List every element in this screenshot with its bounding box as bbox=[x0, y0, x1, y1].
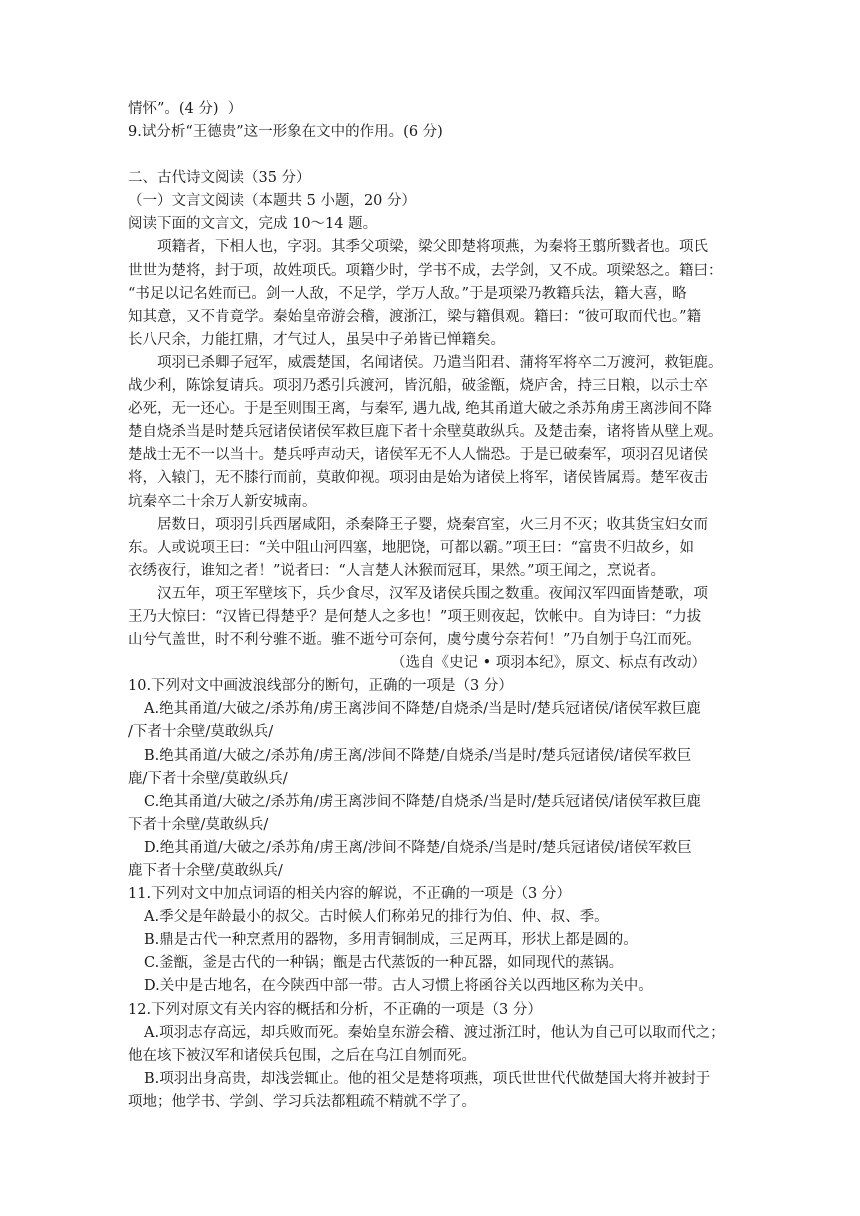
passage-line: 必死，无一还心。于是至则围王离，与秦军, 遇九战, 绝其甬道大破之杀苏角虏王离涉间不降 bbox=[128, 401, 712, 418]
question-12 bbox=[128, 999, 738, 1114]
option-a: A.项羽志存高远，却兵败而死。秦始皇东游会稽、渡过浙江时，他认为自己可以取而代之； bbox=[144, 1024, 725, 1041]
passage-paragraph-1 bbox=[128, 236, 738, 351]
passage-paragraph-3 bbox=[128, 514, 738, 583]
passage-line: 将，入辕门，无不膝行而前，莫敢仰视。项羽由是始为诸侯上将军，诸侯皆属焉。楚军夜击 bbox=[128, 470, 708, 487]
passage-line: 坑秦卒二十余万人新安城南。 bbox=[128, 493, 317, 510]
option-b-cont: 鹿/下者十余壁/莫敢纵兵/ bbox=[128, 770, 288, 787]
passage-line: 世世为楚将，封于项，故姓项氏。项籍少时，学书不成，去学剑，又不成。项梁怒之。籍曰： bbox=[128, 262, 723, 279]
passage-line: 汉五年，项王军壁垓下，兵少食尽，汉军及诸侯兵围之数重。夜闻汉军四面皆楚歌，项 bbox=[157, 585, 708, 602]
option-a: A.绝其甬道/大破之/杀苏角/虏王离涉间不降楚/自烧杀/当是时/楚兵冠诸侯/诸侯军救巨鹿 bbox=[144, 701, 701, 718]
section-subtitle: （一）文言文阅读（本题共 5 小题，20 分） bbox=[128, 193, 417, 210]
passage-line: 项籍者，下相人也，字羽。其季父项梁，梁父即楚将项燕，为秦将王翦所戮者也。项氏 bbox=[157, 239, 708, 256]
option-a-cont: /下者十余壁/莫敢纵兵/ bbox=[128, 724, 274, 741]
option-c: C.绝其甬道/大破之/杀苏角/虏王离涉间不降楚/自烧杀/当是时/楚兵冠诸侯/诸侯军救巨鹿 bbox=[144, 793, 701, 810]
question-11 bbox=[128, 883, 738, 998]
passage-line: 长八尺余，力能扛鼎，才气过人，虽吴中子弟皆已惮籍矣。 bbox=[128, 331, 505, 348]
section-title: 二、古代诗文阅读（35 分） bbox=[128, 170, 311, 187]
passage-line: 知其意，又不肯竟学。秦始皇帝游会稽，渡浙江，梁与籍俱观。籍曰：“彼可取而代也。”籍 bbox=[128, 308, 702, 325]
document-page bbox=[128, 98, 738, 1114]
option-a: A.季父是年龄最小的叔父。古时候人们称弟兄的排行为伯、仲、叔、季。 bbox=[144, 909, 609, 926]
passage-paragraph-4 bbox=[128, 583, 738, 652]
passage-line: 项羽已杀卿子冠军，威震楚国，名闻诸侯。乃遣当阳君、蒲将军将卒二万渡河，救钜鹿。 bbox=[157, 354, 723, 371]
instructions: 阅读下面的文言文，完成 10～14 题。 bbox=[128, 216, 378, 233]
option-b-cont: 项地；他学书、学剑、学习兵法都粗疏不精就不学了。 bbox=[128, 1093, 476, 1110]
passage-line: 衣绣夜行，谁知之者！”说者曰：“人言楚人沐猴而冠耳，果然。”项王闻之，烹说者。 bbox=[128, 562, 665, 579]
passage-line: 山兮气盖世，时不利兮骓不逝。骓不逝兮可奈何，虞兮虞兮奈若何！”乃自刎于乌江而死。 bbox=[128, 632, 701, 649]
question-stem: 10.下列对文中画波浪线部分的断句，正确的一项是（3 分） bbox=[128, 678, 513, 695]
passage-line: “书足以记名姓而已。剑一人敌，不足学，学万人敌。”于是项梁乃教籍兵法，籍大喜，略 bbox=[128, 285, 687, 302]
passage-line: 楚自烧杀当是时楚兵冠诸侯诸侯军救巨鹿下者十余壁莫敢纵兵。及楚击秦，诸将皆从壁上观。 bbox=[128, 424, 723, 441]
passage-line: 居数日，项羽引兵西屠咸阳，杀秦降王子婴，烧秦宫室，火三月不灭；收其货宝妇女而 bbox=[157, 516, 708, 533]
option-c-cont: 下者十余壁/莫敢纵兵/ bbox=[128, 816, 269, 833]
passage-line: 战少利，陈馀复请兵。项羽乃悉引兵渡河，皆沉船，破釜甑，烧庐舍，持三日粮，以示士卒 bbox=[128, 378, 708, 395]
option-d: D.关中是古地名，在今陕西中部一带。古人习惯上将函谷关以西地区称为关中。 bbox=[144, 978, 653, 995]
option-d-cont: 鹿下者十余壁/莫敢纵兵/ bbox=[128, 863, 283, 879]
option-d: D.绝其甬道/大破之/杀苏角/虏王离/涉间不降楚/自烧杀/当是时/楚兵冠诸侯/诸侯军救巨 bbox=[144, 839, 692, 856]
option-b: B.鼎是古代一种烹煮用的器物，多用青铜制成，三足两耳，形状上都是圆的。 bbox=[144, 932, 638, 949]
passage-line: 王乃大惊曰：“汉皆已得楚乎？是何楚人之多也！”项王则夜起，饮帐中。自为诗曰：“力拔 bbox=[128, 608, 702, 625]
passage-source: （选自《史记 • 项羽本纪》，原文、标点有改动） bbox=[390, 655, 706, 672]
passage-line: 东。人或说项王曰：“关中阻山河四塞，地肥饶，可都以霸。”项王曰：“富贵不归故乡，如 bbox=[128, 539, 694, 556]
question-stem: 11.下列对文中加点词语的相关内容的解说，不正确的一项是（3 分） bbox=[128, 886, 571, 903]
prev-question-tail: 情怀”。(4 分) ） bbox=[128, 101, 243, 117]
question-stem: 12.下列对原文有关内容的概括和分析，不正确的一项是（3 分） bbox=[128, 1001, 542, 1018]
passage-line: 楚战士无不一以当十。楚兵呼声动天，诸侯军无不人人惴恐。于是已破秦军，项羽召见诸侯 bbox=[128, 447, 708, 464]
passage-paragraph-2 bbox=[128, 352, 738, 514]
option-b: B.项羽出身高贵，却浅尝辄止。他的祖父是楚将项燕，项氏世世代代做楚国大将并被封于 bbox=[144, 1070, 711, 1087]
option-c: C.釜甑，釜是古代的一种锅；甑是古代蒸饭的一种瓦器，如同现代的蒸锅。 bbox=[144, 955, 624, 972]
question-9: 9.试分析“王德贵”这一形象在文中的作用。(6 分) bbox=[128, 124, 443, 141]
question-10 bbox=[128, 675, 738, 883]
option-b: B.绝其甬道/大破之/杀苏角/虏王离/涉间不降楚/自烧杀/当是时/楚兵冠诸侯/诸侯军救巨 bbox=[144, 747, 692, 764]
option-a-cont: 他在垓下被汉军和诸侯兵包围，之后在乌江自刎而死。 bbox=[128, 1047, 476, 1064]
